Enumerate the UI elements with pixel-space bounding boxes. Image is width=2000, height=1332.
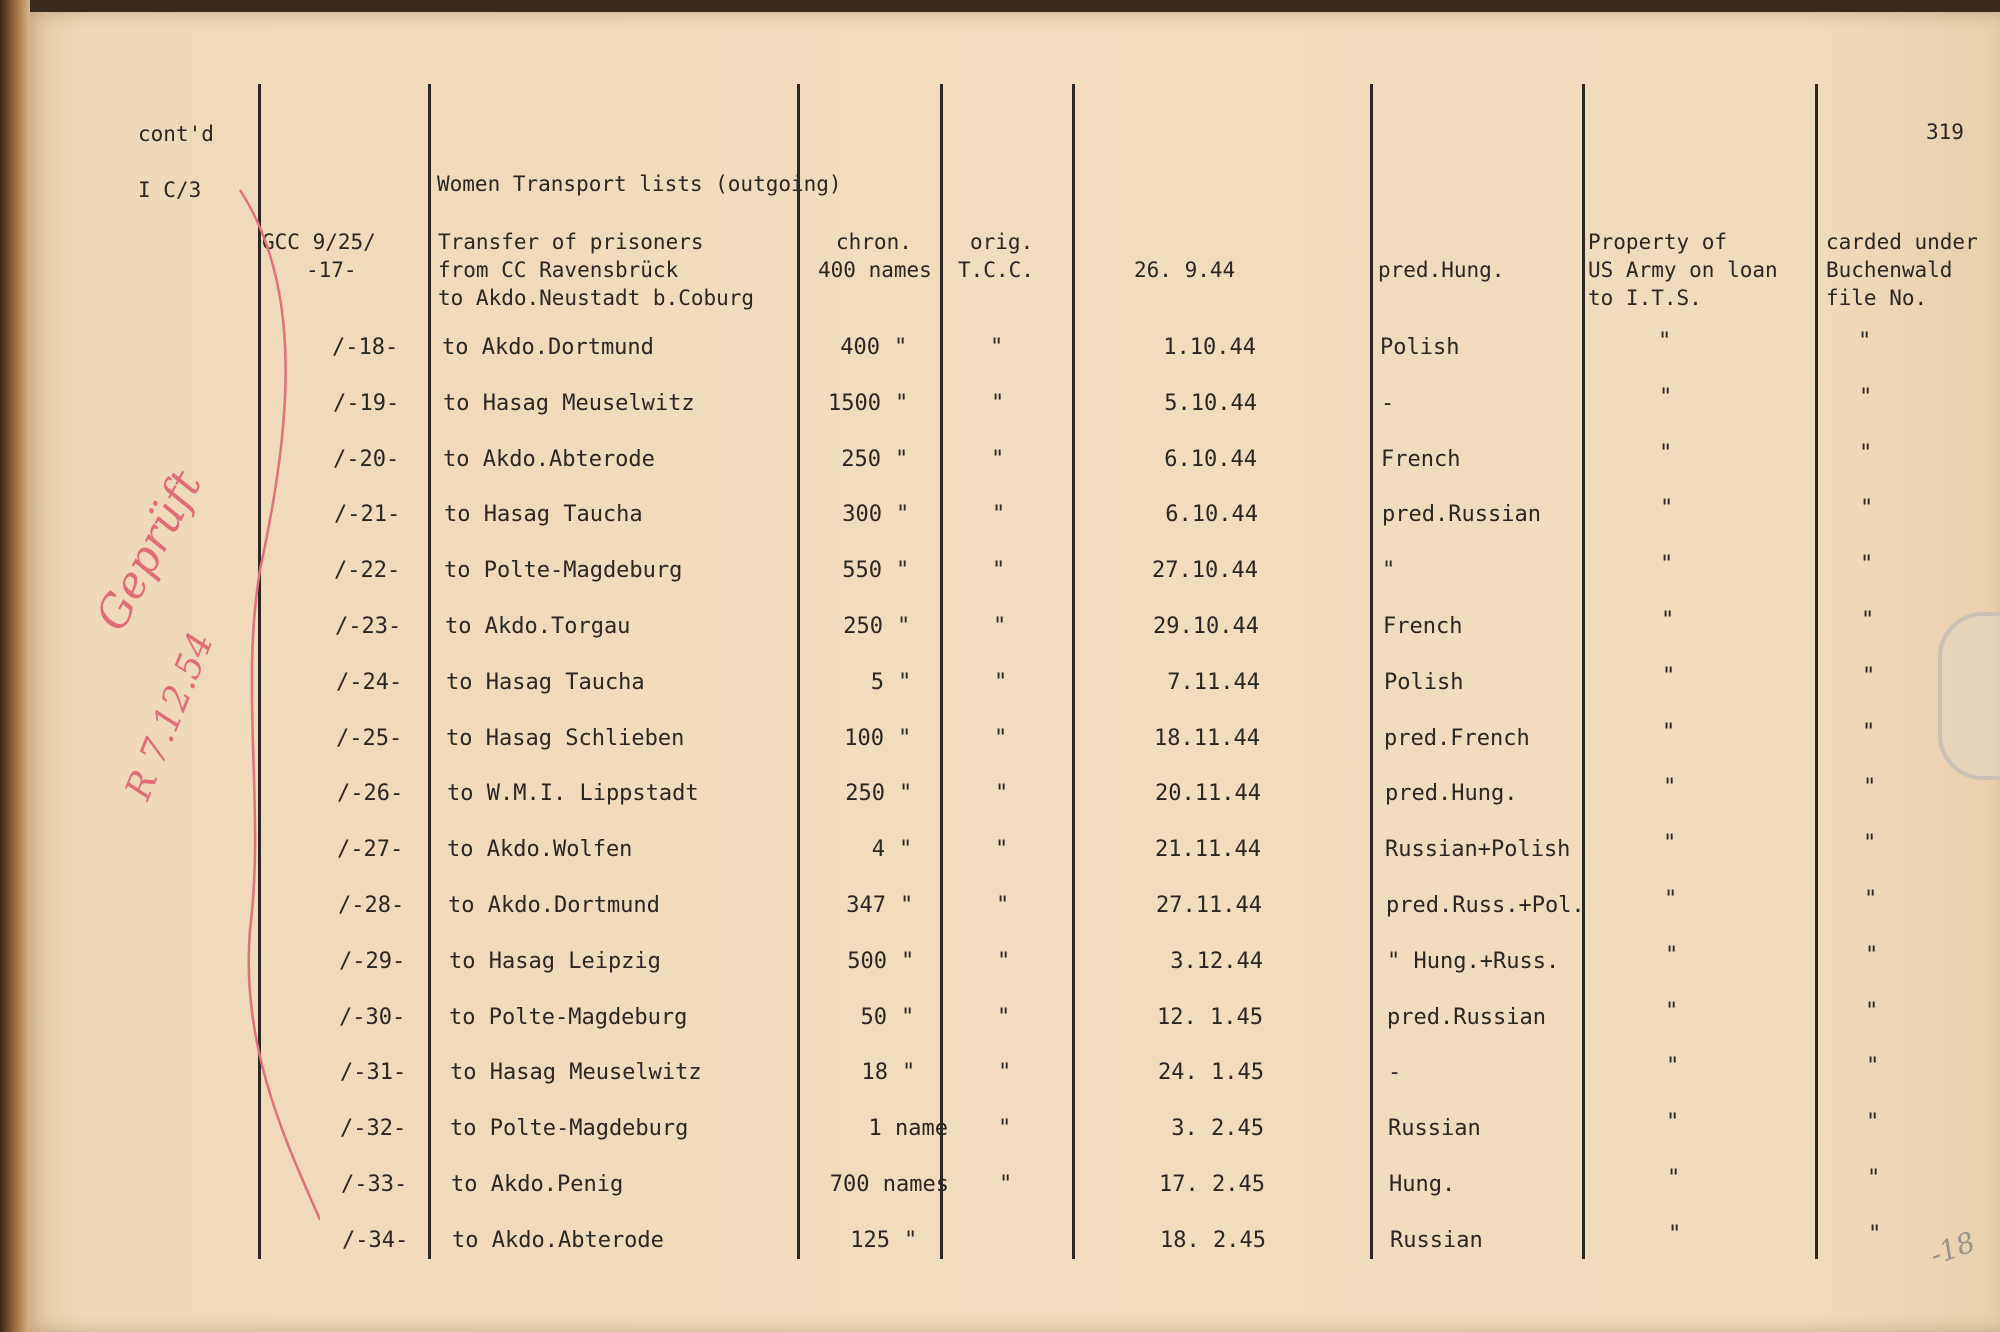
row-property-ditto: " <box>1663 831 1677 856</box>
row-carded-ditto: " <box>1862 720 1876 745</box>
row-count-ditto: " <box>896 558 910 583</box>
row-number: /-24- <box>336 670 403 695</box>
row-destination: to Hasag Taucha <box>444 502 643 527</box>
row-count-ditto: " <box>896 502 910 527</box>
row-count-ditto: " <box>895 447 909 472</box>
row-destination: to Akdo.Wolfen <box>447 837 633 862</box>
row-date: 3.12.44 <box>1170 949 1263 974</box>
row-carded-ditto: " <box>1863 831 1877 856</box>
row-property-ditto: " <box>1659 385 1673 410</box>
carded-header: file No. <box>1826 286 1928 310</box>
row-destination: to Akdo.Dortmund <box>442 335 654 360</box>
row-date: 12. 1.45 <box>1157 1005 1263 1030</box>
row-property-ditto: " <box>1665 999 1679 1024</box>
row-date: 21.11.44 <box>1155 837 1261 862</box>
row-destination: to Polte-Magdeburg <box>444 558 683 583</box>
row-number: /-25- <box>336 726 403 751</box>
row-count: 300 <box>842 502 882 527</box>
row-date: 20.11.44 <box>1155 781 1261 806</box>
row-count: 5 <box>870 670 884 695</box>
row-carded-ditto: " <box>1864 887 1878 912</box>
row-carded-ditto: " <box>1860 552 1874 577</box>
row-number: /-28- <box>338 893 405 918</box>
row-nationality: Russian+Polish <box>1385 837 1571 862</box>
row-count-ditto: " <box>901 949 915 974</box>
row-nationality: French <box>1381 447 1461 472</box>
row-number: /-31- <box>340 1060 407 1085</box>
entry-desc-line: from CC Ravensbrück <box>438 258 679 282</box>
row-number: /-20- <box>333 447 400 472</box>
row-property-ditto: " <box>1660 552 1674 577</box>
row-carded-ditto: " <box>1861 608 1875 633</box>
row-destination: to Akdo.Torgau <box>445 614 631 639</box>
row-nationality: pred.Russ.+Pol. <box>1386 893 1585 918</box>
row-property-ditto: " <box>1666 1110 1680 1135</box>
row-count-ditto: " <box>894 335 908 360</box>
row-date: 3. 2.45 <box>1171 1116 1264 1141</box>
property-header: to I.T.S. <box>1588 286 1702 310</box>
row-carded-ditto: " <box>1859 441 1873 466</box>
row-property-ditto: " <box>1660 496 1674 521</box>
row-date: 18.11.44 <box>1154 726 1260 751</box>
row-destination: to Polte-Magdeburg <box>450 1116 689 1141</box>
row-count: 500 <box>847 949 887 974</box>
orig-value: T.C.C. <box>958 258 1034 282</box>
book-spine <box>0 0 30 1332</box>
row-count: 400 <box>840 335 880 360</box>
row-date: 27.10.44 <box>1152 558 1258 583</box>
row-nationality: " <box>1382 558 1396 583</box>
row-property-ditto: " <box>1661 608 1675 633</box>
row-count: 250 <box>845 781 885 806</box>
row-count-ditto: " <box>902 1060 916 1085</box>
row-property-ditto: " <box>1664 887 1678 912</box>
orig-header: orig. <box>970 230 1034 254</box>
row-orig-ditto: " <box>993 614 1007 639</box>
row-property-ditto: " <box>1665 943 1679 968</box>
row-date: 17. 2.45 <box>1159 1172 1265 1197</box>
row-orig-ditto: " <box>996 893 1010 918</box>
row-destination: to Hasag Meuselwitz <box>443 391 695 416</box>
column-rule <box>797 84 800 1259</box>
row-orig-ditto: " <box>995 837 1009 862</box>
row-destination: to Akdo.Dortmund <box>448 893 660 918</box>
row-nationality: Polish <box>1384 670 1464 695</box>
row-orig-ditto: " <box>995 781 1009 806</box>
row-number: /-19- <box>333 391 400 416</box>
row-count-ditto: " <box>897 614 911 639</box>
row-destination: to Polte-Magdeburg <box>449 1005 688 1030</box>
row-count: 100 <box>844 726 884 751</box>
row-carded-ditto: " <box>1860 496 1874 521</box>
row-number: /-23- <box>335 614 402 639</box>
page-title: Women Transport lists (outgoing) <box>437 172 842 196</box>
entry-ref: GCC 9/25/ <box>262 230 376 254</box>
row-count-ditto: " <box>899 837 913 862</box>
document-page <box>24 12 2000 1332</box>
row-carded-ditto: " <box>1867 1166 1881 1191</box>
carded-header: carded under <box>1826 230 1978 254</box>
row-destination: to Hasag Schlieben <box>446 726 685 751</box>
row-orig-ditto: " <box>992 558 1006 583</box>
row-orig-ditto: " <box>998 1116 1012 1141</box>
row-carded-ditto: " <box>1865 943 1879 968</box>
row-nationality: " Hung.+Russ. <box>1387 949 1560 974</box>
row-carded-ditto: " <box>1866 1054 1880 1079</box>
pencil-corner-mark: -18 <box>1925 1225 1980 1272</box>
row-count: 4 <box>871 837 885 862</box>
row-count: 18 <box>861 1060 888 1085</box>
column-rule <box>940 84 943 1259</box>
row-destination: to Hasag Taucha <box>446 670 645 695</box>
row-count: 347 <box>846 893 886 918</box>
row-date: 6.10.44 <box>1164 447 1257 472</box>
row-count-ditto: " <box>904 1228 918 1253</box>
row-count: 250 <box>841 447 881 472</box>
row-count: 550 <box>842 558 882 583</box>
row-property-ditto: " <box>1668 1222 1682 1247</box>
row-carded-ditto: " <box>1858 329 1872 354</box>
row-property-ditto: " <box>1658 329 1672 354</box>
row-destination: to Akdo.Abterode <box>443 447 655 472</box>
row-nationality: pred.Russian <box>1382 502 1541 527</box>
row-number: /-32- <box>340 1116 407 1141</box>
row-number: /-27- <box>337 837 404 862</box>
row-count: 250 <box>843 614 883 639</box>
column-rule <box>1370 84 1373 1259</box>
section-label: I C/3 <box>138 178 202 202</box>
row-number: /-18- <box>332 335 399 360</box>
row-nationality: pred.French <box>1384 726 1530 751</box>
row-date: 1.10.44 <box>1163 335 1256 360</box>
property-header: US Army on loan <box>1588 258 1778 282</box>
row-nationality: French <box>1383 614 1463 639</box>
row-date: 18. 2.45 <box>1160 1228 1266 1253</box>
row-carded-ditto: " <box>1863 775 1877 800</box>
row-count: 700 names <box>829 1172 949 1197</box>
row-date: 7.11.44 <box>1167 670 1260 695</box>
contd-label: cont'd <box>138 122 214 146</box>
row-orig-ditto: " <box>998 1060 1012 1085</box>
entry-desc-line: Transfer of prisoners <box>438 230 704 254</box>
row-orig-ditto: " <box>999 1172 1013 1197</box>
row-orig-ditto: " <box>994 670 1008 695</box>
row-date: 27.11.44 <box>1156 893 1262 918</box>
entry-date: 26. 9.44 <box>1134 258 1236 282</box>
row-date: 29.10.44 <box>1153 614 1259 639</box>
row-count-ditto: " <box>900 893 914 918</box>
row-number: /-34- <box>342 1228 409 1253</box>
row-destination: to Hasag Meuselwitz <box>450 1060 702 1085</box>
red-pencil-bracket <box>90 170 320 1250</box>
row-nationality: - <box>1381 391 1395 416</box>
row-date: 5.10.44 <box>1164 391 1257 416</box>
row-orig-ditto: " <box>991 391 1005 416</box>
handwritten-geprueft: Geprüft <box>86 462 213 639</box>
paperclip <box>1938 612 2000 780</box>
row-orig-ditto: " <box>992 502 1006 527</box>
row-number: /-21- <box>334 502 401 527</box>
property-header: Property of <box>1588 230 1728 254</box>
column-rule <box>1815 84 1818 1259</box>
row-count: 125 <box>850 1228 890 1253</box>
row-number: /-30- <box>339 1005 406 1030</box>
row-orig-ditto: " <box>994 726 1008 751</box>
row-destination: to Akdo.Penig <box>451 1172 624 1197</box>
carded-header: Buchenwald <box>1826 258 1953 282</box>
row-nationality: - <box>1388 1060 1402 1085</box>
row-orig-ditto: " <box>991 447 1005 472</box>
row-orig-ditto: " <box>990 335 1004 360</box>
row-carded-ditto: " <box>1868 1222 1882 1247</box>
entry-nationality: pred.Hung. <box>1378 258 1505 282</box>
row-property-ditto: " <box>1663 775 1677 800</box>
column-rule <box>428 84 431 1259</box>
entry-num: -17- <box>306 258 357 282</box>
row-carded-ditto: " <box>1862 664 1876 689</box>
row-destination: to Hasag Leipzig <box>449 949 661 974</box>
row-count-ditto: " <box>901 1005 915 1030</box>
row-carded-ditto: " <box>1859 385 1873 410</box>
row-carded-ditto: " <box>1866 1110 1880 1135</box>
row-destination: to Akdo.Abterode <box>452 1228 664 1253</box>
row-number: /-26- <box>337 781 404 806</box>
row-property-ditto: " <box>1662 664 1676 689</box>
row-number: /-33- <box>341 1172 408 1197</box>
row-property-ditto: " <box>1662 720 1676 745</box>
column-rule <box>1072 84 1075 1259</box>
chron-header: chron. <box>836 230 912 254</box>
row-count: 50 <box>860 1005 887 1030</box>
row-nationality: Hung. <box>1389 1172 1456 1197</box>
row-nationality: pred.Russian <box>1387 1005 1546 1030</box>
row-number: /-22- <box>334 558 401 583</box>
chron-value: 400 names <box>818 258 932 282</box>
handwritten-initials-date: R 7.12.54 <box>118 626 222 806</box>
row-property-ditto: " <box>1667 1166 1681 1191</box>
row-carded-ditto: " <box>1865 999 1879 1024</box>
row-count-ditto: " <box>898 670 912 695</box>
row-property-ditto: " <box>1666 1054 1680 1079</box>
row-number: /-29- <box>339 949 406 974</box>
row-destination: to W.M.I. Lippstadt <box>447 781 699 806</box>
page-number: 319 <box>1926 120 1964 144</box>
entry-desc-line: to Akdo.Neustadt b.Coburg <box>438 286 755 310</box>
row-nationality: Russian <box>1388 1116 1481 1141</box>
row-orig-ditto: " <box>997 1005 1011 1030</box>
row-date: 6.10.44 <box>1165 502 1258 527</box>
row-count-ditto: " <box>899 781 913 806</box>
row-property-ditto: " <box>1659 441 1673 466</box>
row-date: 24. 1.45 <box>1158 1060 1264 1085</box>
row-count-ditto: " <box>895 391 909 416</box>
row-nationality: pred.Hung. <box>1385 781 1518 806</box>
row-nationality: Russian <box>1390 1228 1483 1253</box>
row-count: 1 name <box>868 1116 948 1141</box>
column-rule <box>1582 84 1585 1259</box>
row-count: 1500 <box>828 391 881 416</box>
row-orig-ditto: " <box>997 949 1011 974</box>
row-nationality: Polish <box>1380 335 1460 360</box>
row-count-ditto: " <box>898 726 912 751</box>
